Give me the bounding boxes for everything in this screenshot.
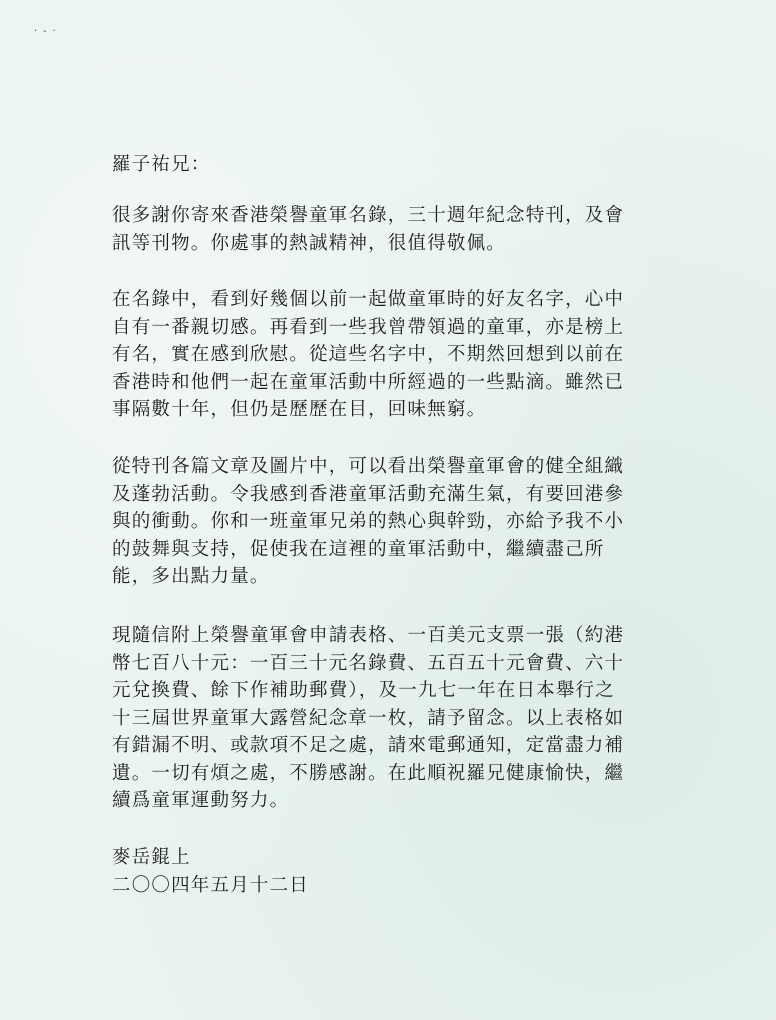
paragraph-line: 事隔數十年，但仍是歷歷在目，回味無窮。 [112,399,487,420]
salutation [112,151,682,179]
paragraph-4 [112,622,682,815]
paragraph-line: 訊等刊物。你處事的熱誠精神，很值得敬佩。 [112,232,507,254]
paragraph-line: 遺。一切有煩之處，不勝感謝。在此順祝羅兄健康愉快，繼 [112,762,625,784]
scan-mark: ·-· [34,26,62,37]
paragraph-line: 能，多出點力量。 [112,566,270,587]
paragraph-line: 幣七百八十元：一百三十元名錄費、五百五十元會費、六十 [112,652,625,674]
paragraph-line: 有名，實在感到欣慰。從這些名字中，不期然回想到以前在 [112,344,625,365]
salutation-text: 羅子祐兄： [112,154,211,175]
paragraph-line: 續爲童軍運動努力。 [112,790,290,811]
paragraph-line: 自有一番親切感。再看到一些我曾帶領過的童軍，亦是榜上 [112,316,625,338]
paragraph-line: 元兌換費、餘下作補助郵費），及一九七一年在日本舉行之 [112,680,615,701]
signature-text: 麥岳錕上 [112,847,191,868]
paragraph-2 [112,286,682,424]
date-text: 二〇〇四年五月十二日 [112,875,310,896]
paragraph-line: 的鼓舞與支持，促使我在這裡的童軍活動中，繼續盡己所 [112,538,605,560]
paragraph-line: 及蓬勃活動。令我感到香港童軍活動充滿生氣，有要回港參 [112,483,625,505]
letter-date [112,872,682,900]
paragraph-line: 有錯漏不明、或款項不足之處，請來電郵通知，定當盡力補 [112,735,625,756]
signature [112,844,682,872]
paragraph-line: 很多謝你寄來香港榮譽童軍名錄，三十週年紀念特刊，及會 [112,205,625,226]
paragraph-line: 十三屆世界童軍大露營紀念章一枚，請予留念。以上表格如 [112,707,625,729]
paragraph-1 [112,202,682,257]
paragraph-line: 香港時和他們一起在童軍活動中所經過的一些點滴。雖然已 [112,371,625,393]
paragraph-line: 從特刊各篇文章及圖片中，可以看出榮譽童軍會的健全組織 [112,456,625,477]
paragraph-3 [112,453,682,591]
paragraph-line: 與的衝動。你和一班童軍兄弟的熱心與幹勁，亦給予我不小 [112,511,625,532]
paragraph-line: 在名錄中，看到好幾個以前一起做童軍時的好友名字，心中 [112,289,625,310]
paragraph-line: 現隨信附上榮譽童軍會申請表格、一百美元支票一張（約港 [112,625,625,646]
